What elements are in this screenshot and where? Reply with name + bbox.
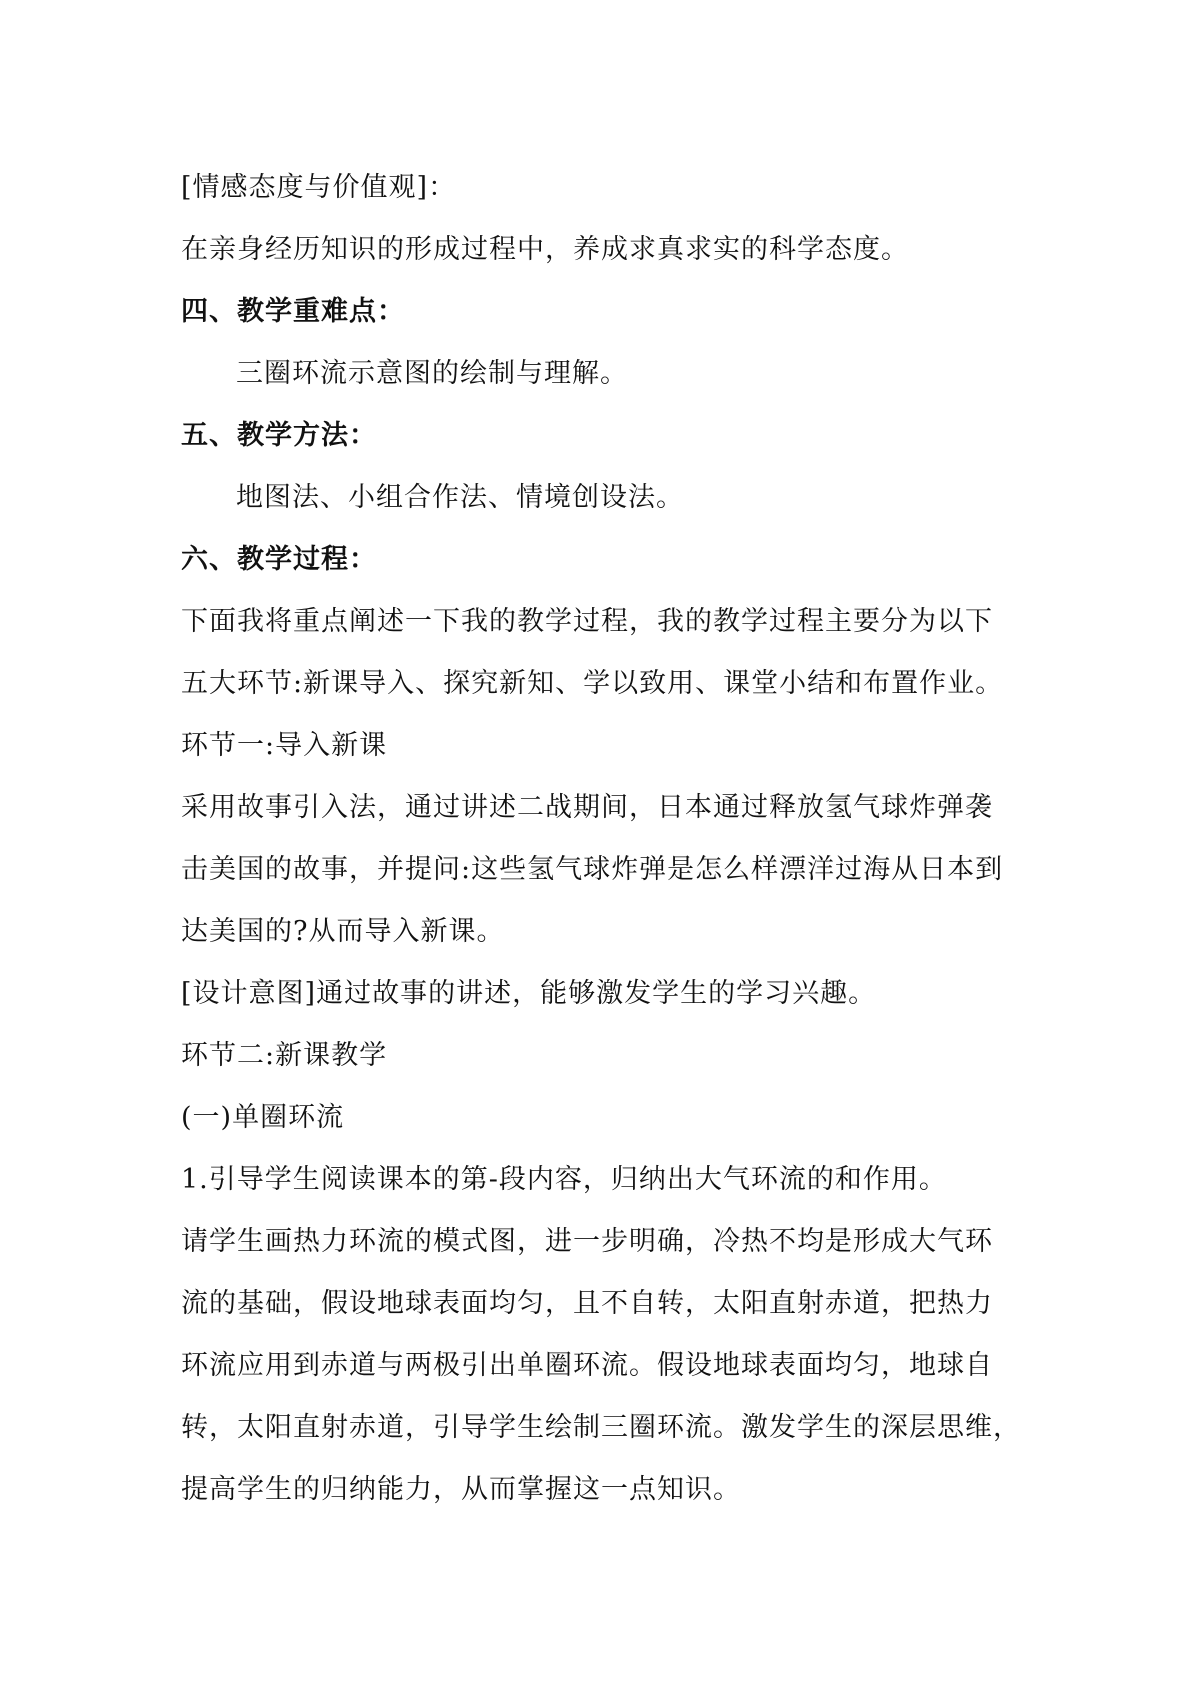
section-label-emotion-attitude: [情感态度与价值观]： <box>181 172 457 203</box>
paragraph-circulation-line-2: 流的基础，假设地球表面均匀，且不自转，太阳直射赤道，把热力 <box>181 1288 993 1319</box>
paragraph-intro-line-3: 达美国的?从而导入新课。 <box>181 916 505 947</box>
paragraph-circulation-line-5: 提高学生的归纳能力，从而掌握这一点知识。 <box>181 1474 741 1505</box>
subheading-step-one: 环节一:导入新课 <box>181 730 388 761</box>
paragraph-key-points: 三圈环流示意图的绘制与理解。 <box>236 358 628 389</box>
paragraph-emotion-goal: 在亲身经历知识的形成过程中，养成求真求实的科学态度。 <box>181 234 909 265</box>
paragraph-circulation-line-1: 请学生画热力环流的模式图，进一步明确，冷热不均是形成大气环 <box>181 1226 993 1257</box>
paragraph-process-line-1: 下面我将重点阐述一下我的教学过程，我的教学过程主要分为以下 <box>181 606 993 637</box>
paragraph-intro-line-2: 击美国的故事，并提问:这些氢气球炸弹是怎么样漂洋过海从日本到 <box>181 854 1004 885</box>
subheading-step-two: 环节二:新课教学 <box>181 1040 388 1071</box>
heading-teaching-process: 六、教学过程： <box>181 544 377 575</box>
list-item-1: 1.引导学生阅读课本的第-段内容，归纳出大气环流的和作用。 <box>181 1164 947 1195</box>
paragraph-intro-line-1: 采用故事引入法，通过讲述二战期间，日本通过释放氢气球炸弹袭 <box>181 792 993 823</box>
heading-teaching-key-points: 四、教学重难点： <box>181 296 405 327</box>
subheading-single-cell-circulation: (一)单圈环流 <box>181 1102 345 1133</box>
heading-teaching-methods: 五、教学方法： <box>181 420 377 451</box>
paragraph-circulation-line-4: 转，太阳直射赤道，引导学生绘制三圈环流。激发学生的深层思维， <box>181 1412 1021 1443</box>
paragraph-methods: 地图法、小组合作法、情境创设法。 <box>236 482 684 513</box>
paragraph-circulation-line-3: 环流应用到赤道与两极引出单圈环流。假设地球表面均匀，地球自 <box>181 1350 993 1381</box>
paragraph-design-intent: [设计意图]通过故事的讲述，能够激发学生的学习兴趣。 <box>181 978 877 1009</box>
paragraph-process-line-2: 五大环节:新课导入、探究新知、学以致用、课堂小结和布置作业。 <box>181 668 1004 699</box>
